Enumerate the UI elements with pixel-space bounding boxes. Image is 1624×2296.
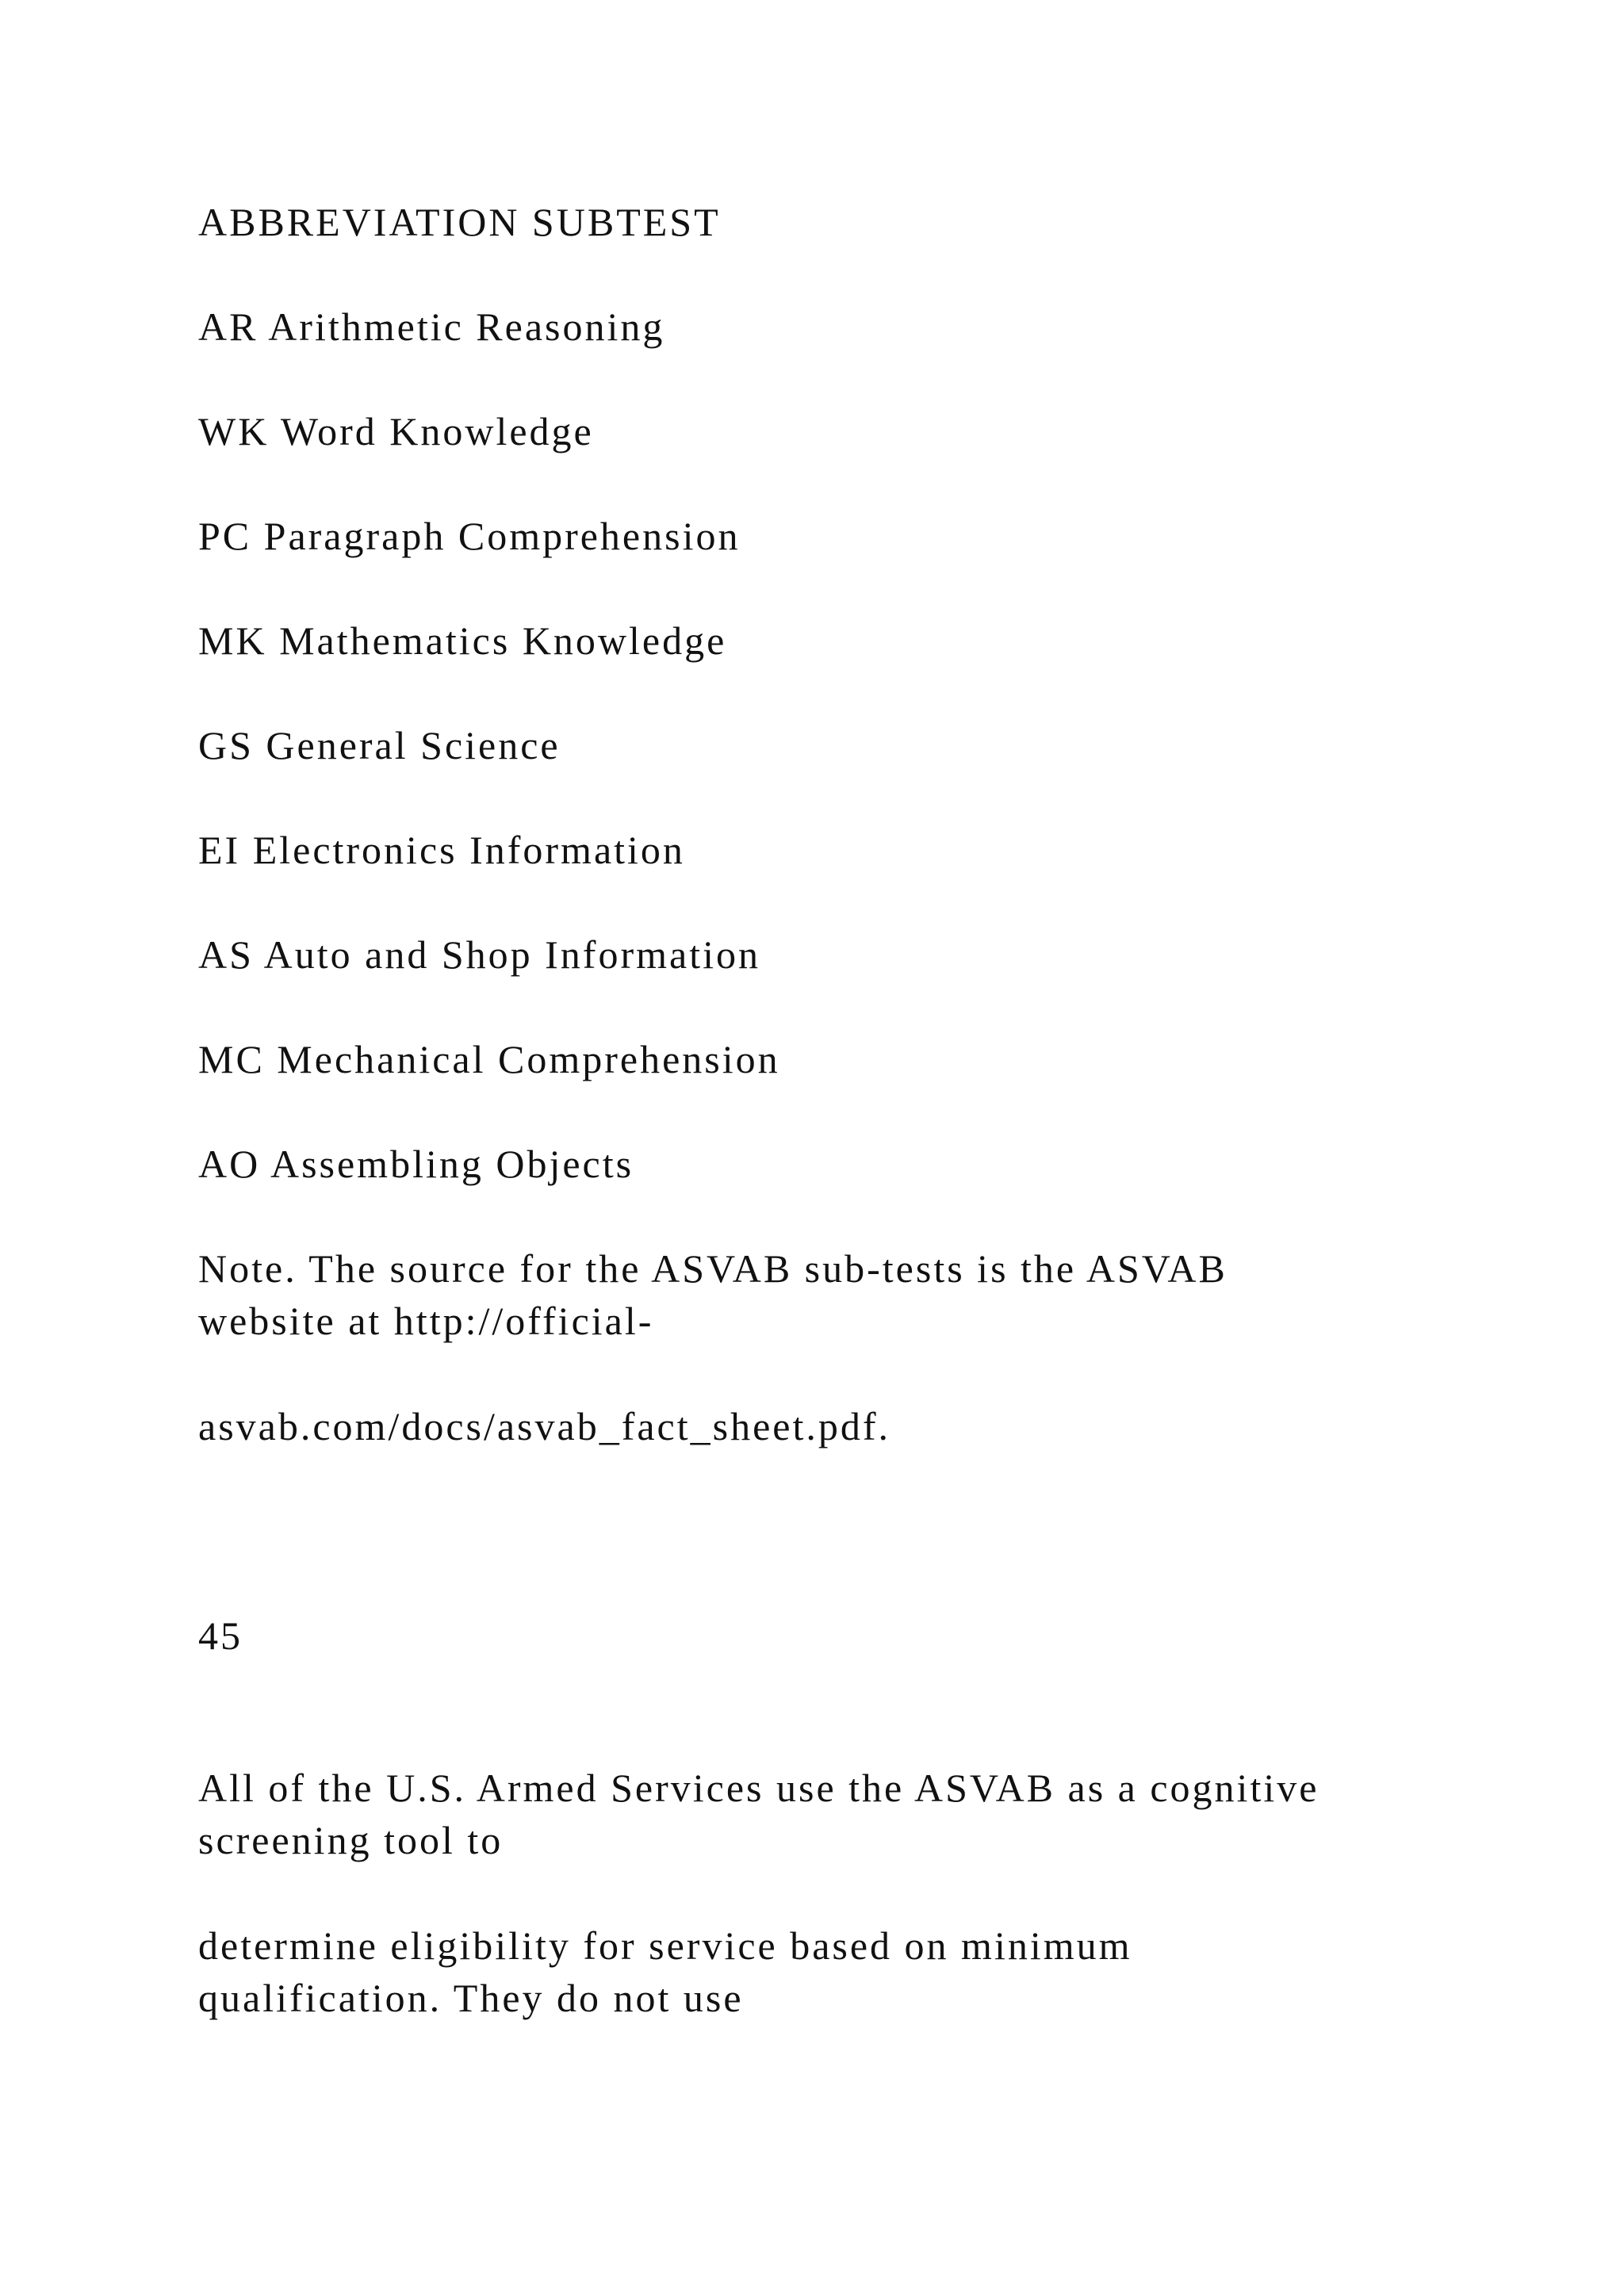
note-line: Note. The source for the ASVAB sub-tests is the ASVAB — [198, 1246, 1228, 1291]
subtest-row: AO Assembling Objects — [198, 1142, 634, 1186]
subtest-row: PC Paragraph Comprehension — [198, 514, 741, 558]
subtest-row: AS Auto and Shop Information — [198, 932, 760, 977]
subtest-row: MC Mechanical Comprehension — [198, 1037, 780, 1081]
subtest-row: GS General Science — [198, 723, 561, 767]
body-text-line: qualification. They do not use — [198, 1976, 744, 2020]
body-text-line: determine eligibility for service based on minimum — [198, 1923, 1132, 1968]
subtest-row: EI Electronics Information — [198, 828, 685, 872]
subtest-row: AR Arithmetic Reasoning — [198, 304, 665, 349]
page-number: 45 — [198, 1613, 243, 1658]
body-text-line: All of the U.S. Armed Services use the ASVAB as a cognitive — [198, 1766, 1320, 1810]
note-line: website at http://official- — [198, 1299, 654, 1343]
table-header: ABBREVIATION SUBTEST — [198, 200, 721, 244]
body-text-line: screening tool to — [198, 1818, 504, 1862]
subtest-row: MK Mathematics Knowledge — [198, 618, 727, 663]
note-line: asvab.com/docs/asvab_fact_sheet.pdf. — [198, 1404, 891, 1448]
subtest-row: WK Word Knowledge — [198, 409, 594, 453]
